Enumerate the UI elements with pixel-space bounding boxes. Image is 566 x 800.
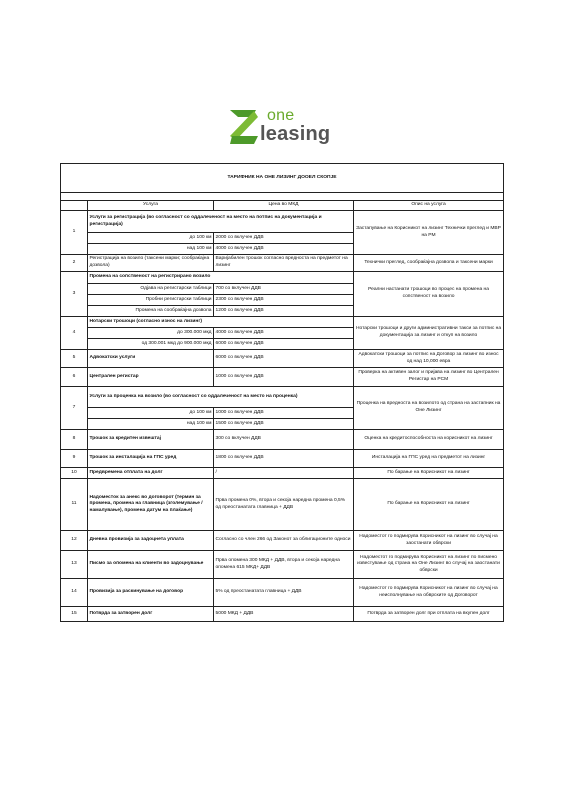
row-number: 12 <box>61 531 88 551</box>
table-row <box>61 579 504 607</box>
logo-word-leasing: leasing <box>260 123 331 145</box>
logo-word-one: one <box>267 107 295 124</box>
row-description: Потврда за затворен долг при отплата на вкупен долг <box>354 607 504 622</box>
row-number: 1 <box>61 211 88 255</box>
row-number: 2 <box>61 255 88 272</box>
document-title: ТАРИФНИК НА ОНЕ ЛИЗИНГ ДООЕЛ СКОПЈЕ <box>61 164 504 193</box>
row-price: Согласно со член 266 од Законот за облигационите односи <box>214 531 354 551</box>
row-price: 300 со вклучен ДДВ <box>214 430 354 450</box>
tariff-table <box>60 163 504 622</box>
header-row <box>61 201 504 211</box>
table-row <box>61 430 504 450</box>
row-number: 8 <box>61 430 88 450</box>
title-row <box>61 164 504 193</box>
sub-price: 1200 со вклучен ДДВ <box>214 306 354 317</box>
row-description: Надоместот го подмирува Корисникот на лизинг во случај на неисполнување на обврските од Договорот <box>354 579 504 607</box>
row-label: Централен регистар <box>88 368 214 387</box>
sub-label: до 100 км <box>88 408 214 419</box>
table-row <box>61 211 504 233</box>
row-description: Оценка на кредитоспособноста на корисникот на лизинг <box>354 430 504 450</box>
row-number: 3 <box>61 272 88 317</box>
sub-price: 1000 со вклучен ДДВ <box>214 408 354 419</box>
sub-label: над 100 км <box>88 244 214 255</box>
row-label: Адвокатски услуги <box>88 350 214 368</box>
sub-price: 4000 со вклучен ДДВ <box>214 244 354 255</box>
row-label: Дневна провизија за задоцнета уплата <box>88 531 214 551</box>
row-number: 11 <box>61 479 88 531</box>
row-label: Надоместок за анекс во договорот (термин за промена, промена на главница (зголемување / намалување), промена датум на плаќање) <box>88 479 214 531</box>
row-price: 5% од преостанатата главница + ДДВ <box>214 579 354 607</box>
sub-price: 1500 со вклучен ДДВ <box>214 419 354 430</box>
sub-price: 4000 со вклучен ДДВ <box>214 328 354 339</box>
sub-price: 6000 со вклучен ДДВ <box>214 339 354 350</box>
spacer-row <box>61 193 504 201</box>
row-description: Надоместот го подмирува Корисникот на лизинг во случај на заостанати обврски <box>354 531 504 551</box>
row-number: 4 <box>61 317 88 350</box>
row-heading: Услуги за проценка на возило (во согласност со оддалеченост на место на проценка) <box>88 387 354 408</box>
row-description: По барање на Корисникот на лизинг <box>354 479 504 531</box>
row-price: 1000 со вклучен ДДВ <box>214 368 354 387</box>
row-description: Реални настанати трошоци во процес на промена на сопственост на возило <box>354 272 504 317</box>
row-number: 9 <box>61 450 88 468</box>
table-row <box>61 479 504 531</box>
table-row <box>61 450 504 468</box>
row-price: Варијабилен трошок согласно вредноста на предметот на лизинг <box>214 255 354 272</box>
table-row <box>61 350 504 368</box>
header-price: Цена во МКД <box>214 201 354 211</box>
row-heading: Промена на сопственост на регистрирано возило <box>88 272 354 284</box>
row-label: Регистрација на возило (таксени марки; сообраќајна дозвола) <box>88 255 214 272</box>
table-row <box>61 607 504 622</box>
sub-label: Промена на сообраќајна дозвола <box>88 306 214 317</box>
header-description: Опис на услуга <box>354 201 504 211</box>
row-price: 5000 МКД + ДДВ <box>214 607 354 622</box>
sub-price: 2300 со вклучен ДДВ <box>214 295 354 306</box>
sub-label: над 100 км <box>88 419 214 430</box>
row-description: Проценка на вредноста на возилото од страна на застапник на Оне Лизинг <box>354 387 504 430</box>
row-number: 14 <box>61 579 88 607</box>
row-number: 13 <box>61 551 88 579</box>
row-description: Адвокатски трошоци за потпис на Договор за лизинг во износ од над 10,000 евра <box>354 350 504 368</box>
row-heading: Нотарски трошоци (согласно износ на лизинг) <box>88 317 354 328</box>
one-leasing-logo <box>226 108 342 146</box>
header-service: Услуга <box>88 201 214 211</box>
row-label: Писмо за опомена на клиенти во задоцнување <box>88 551 214 579</box>
row-price: Прва опомена 300 МКД + ДДВ, втора и секоја наредна опомена 615 МКД+ ДДВ <box>214 551 354 579</box>
sub-label: Одјава на регистарски таблици <box>88 284 214 295</box>
sub-label: до 100 км <box>88 233 214 244</box>
row-description: Застапување на Корисникот на лизинг Технички преглед и МВР на РМ <box>354 211 504 255</box>
leaf-z-logo-icon <box>226 108 262 146</box>
row-price: / <box>214 468 354 479</box>
sub-label: до 300.000 мкд <box>88 328 214 339</box>
table-row <box>61 468 504 479</box>
row-number: 15 <box>61 607 88 622</box>
spacer-cell <box>61 193 504 201</box>
table-row <box>61 272 504 284</box>
table-row <box>61 317 504 328</box>
sub-price: 2000 со вклучен ДДВ <box>214 233 354 244</box>
sub-label: Пробни регистарски таблици <box>88 295 214 306</box>
row-description: Инсталација на ГПС уред на предметот на лизинг <box>354 450 504 468</box>
row-number: 5 <box>61 350 88 368</box>
row-heading: Услуги за регистрација (во согласност со оддалеченост на место на потпис на документација и регистрација) <box>88 211 354 233</box>
row-price: Прва промена 0%, втора и секоја наредна промена 0,5% од преостанатата главница + ДДВ <box>214 479 354 531</box>
row-label: Провизија за раскинување на договор <box>88 579 214 607</box>
row-number: 6 <box>61 368 88 387</box>
row-description: Нотарски трошоци и други административни такси за потпис на документација за лизинг и откуп на возило <box>354 317 504 350</box>
row-label: Трошок за кредитен извештај <box>88 430 214 450</box>
table-row <box>61 368 504 387</box>
row-description: Технички преглед, сообраќајна дозвола и таксени марки <box>354 255 504 272</box>
table-row <box>61 387 504 408</box>
row-description: По барање на Корисникот на лизинг <box>354 468 504 479</box>
row-label: Потврда за затворен долг <box>88 607 214 622</box>
row-description: Надоместот го подмирува Корисникот на лизинг по писмено известување од страна на Оне Лизинг во случај на заостанати обврски <box>354 551 504 579</box>
row-price: 1800 со вклучен ДДВ <box>214 450 354 468</box>
header-num <box>61 201 88 211</box>
row-label: Предвремена отплата на долг <box>88 468 214 479</box>
row-number: 10 <box>61 468 88 479</box>
row-price: 6000 со вклучен ДДВ <box>214 350 354 368</box>
row-description: Проверка на активен залог и пријава на лизинг во Централен Регистар на РСМ <box>354 368 504 387</box>
table-row <box>61 531 504 551</box>
sub-price: 700 со вклучен ДДВ <box>214 284 354 295</box>
table-row <box>61 255 504 272</box>
row-label: Трошок за инсталација на ГПС уред <box>88 450 214 468</box>
sub-label: од 300.001 мкд до 900.000 мкд <box>88 339 214 350</box>
table-row <box>61 551 504 579</box>
row-number: 7 <box>61 387 88 430</box>
